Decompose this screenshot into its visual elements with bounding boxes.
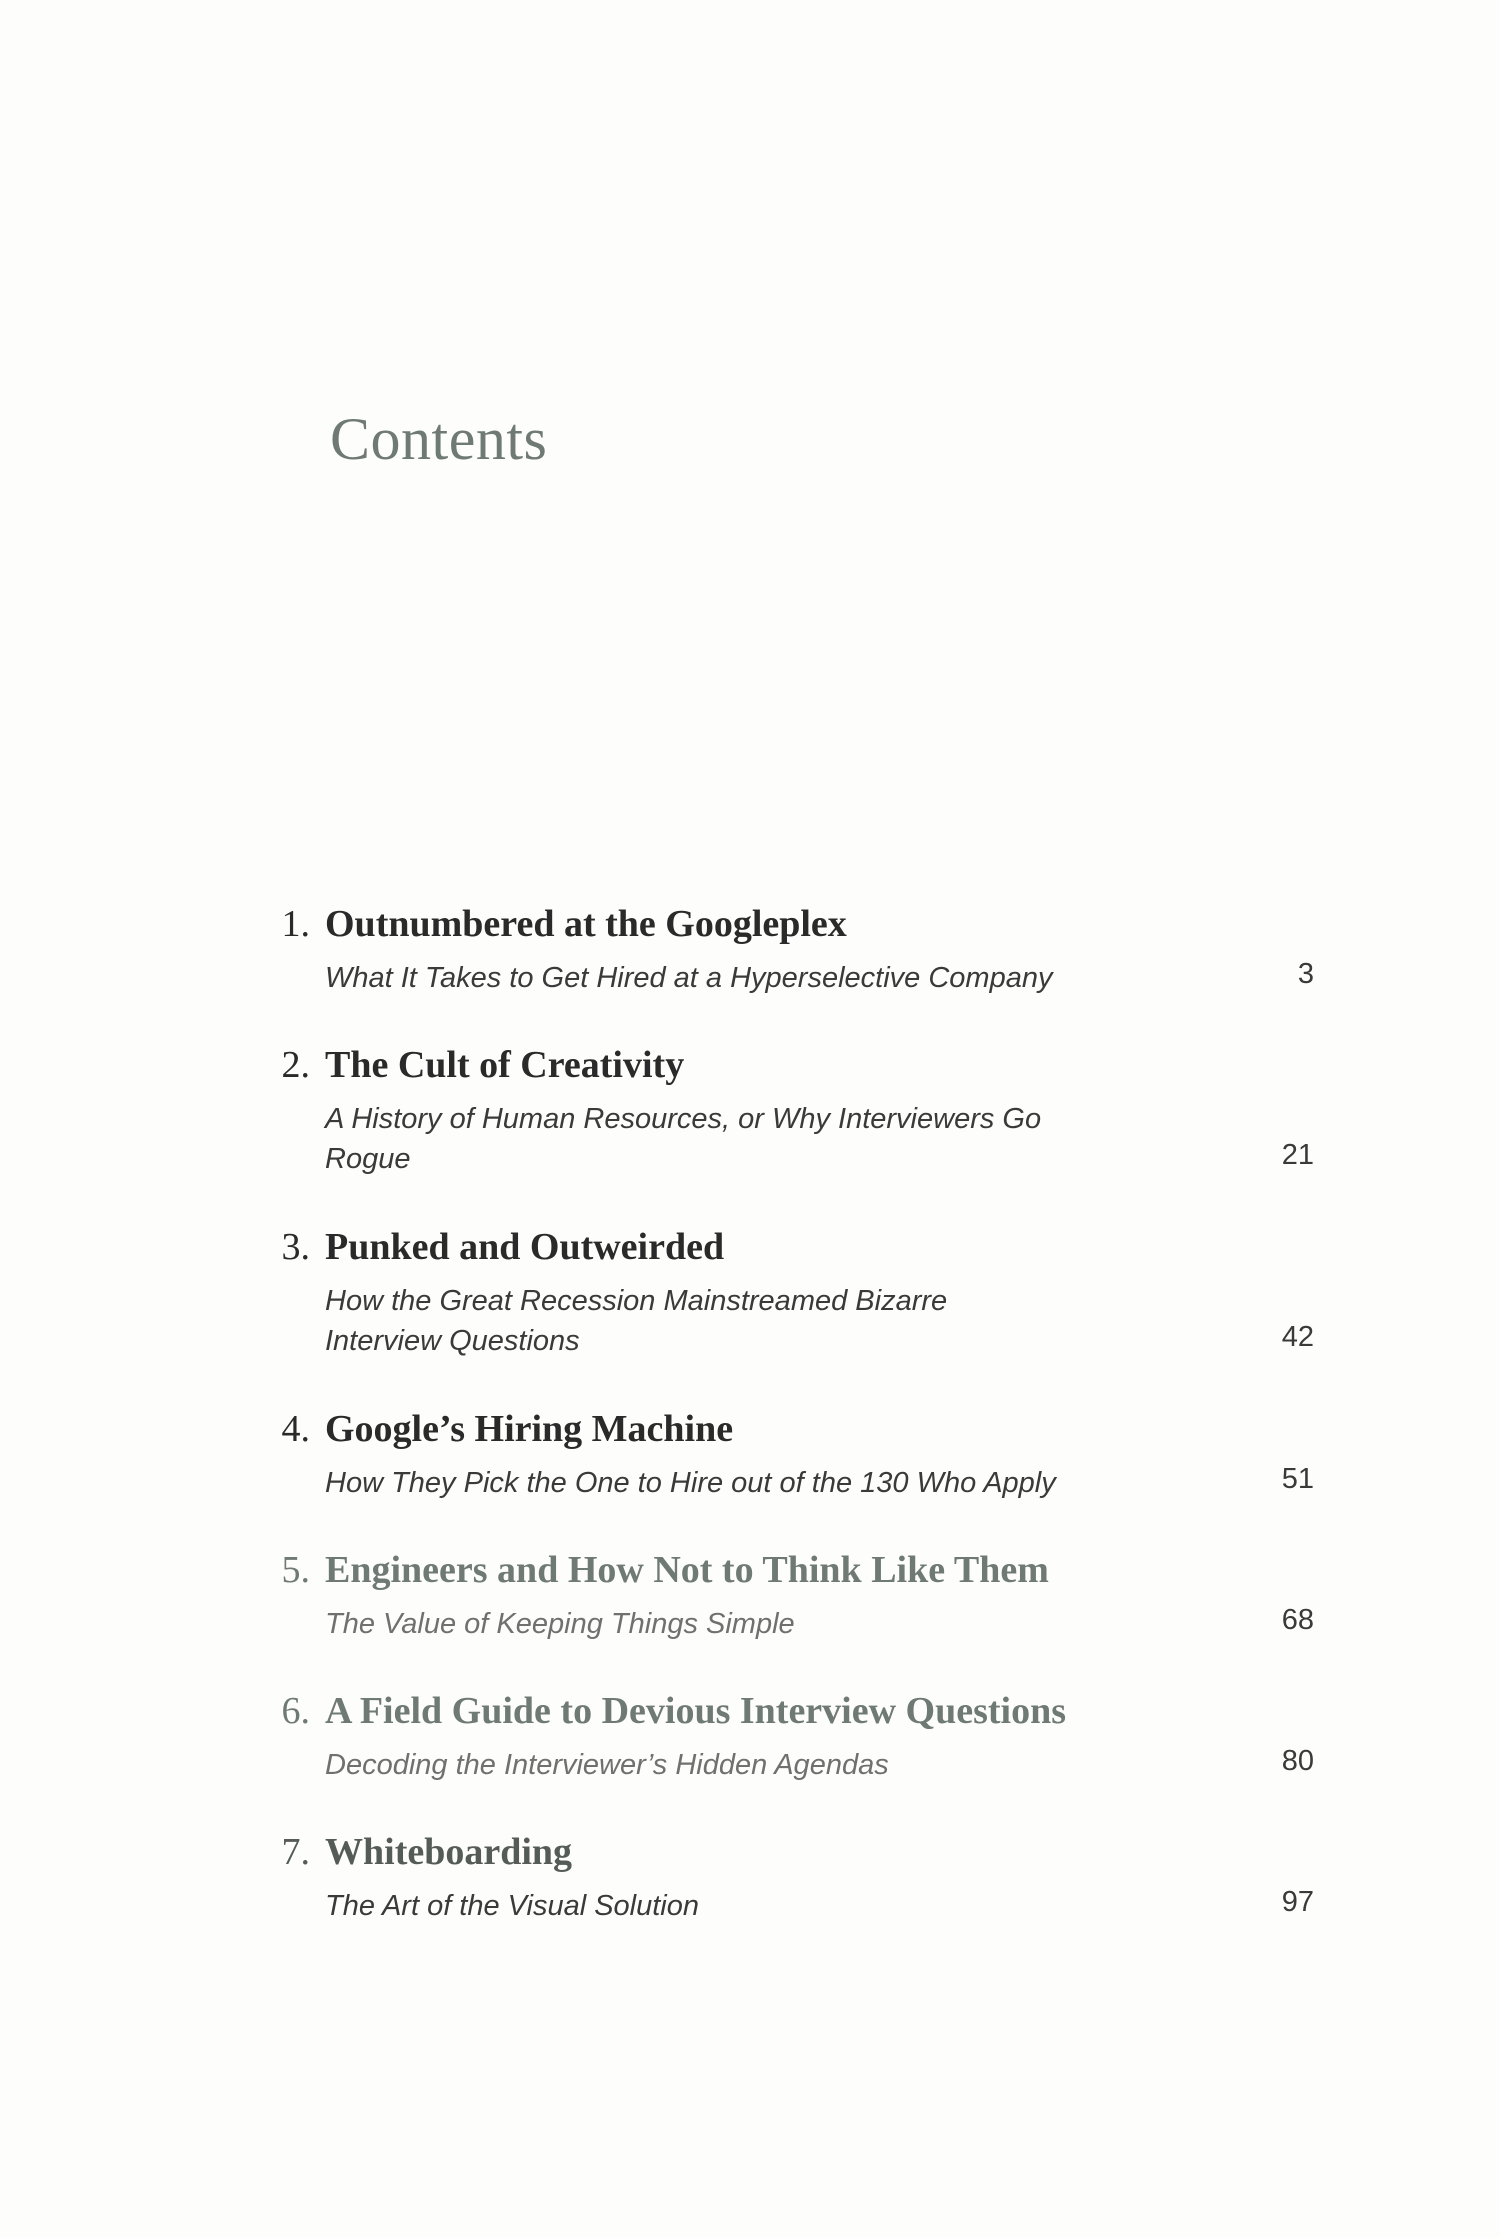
page-number: 3 bbox=[1297, 958, 1314, 990]
page-number: 51 bbox=[1281, 1463, 1314, 1495]
chapter-subtitle: Decoding the Interviewer’s Hidden Agendas bbox=[325, 1749, 889, 1781]
page-number: 80 bbox=[1281, 1745, 1314, 1777]
chapter-subtitle: The Value of Keeping Things Simple bbox=[325, 1608, 795, 1640]
chapter-subtitle: How the Great Recession Mainstreamed Bizarre Interview Questions bbox=[325, 1285, 948, 1357]
chapter-number: 1. bbox=[281, 903, 310, 945]
chapter-number: 4. bbox=[281, 1408, 310, 1450]
chapter-number: 5. bbox=[281, 1549, 310, 1591]
chapter-number: 6. bbox=[281, 1690, 310, 1732]
page-number: 68 bbox=[1281, 1604, 1314, 1636]
chapter-title: Whiteboarding bbox=[325, 1831, 573, 1873]
chapter-title: Outnumbered at the Googleplex bbox=[325, 903, 847, 945]
chapter-title: The Cult of Creativity bbox=[325, 1044, 685, 1086]
chapter-title: A Field Guide to Devious Interview Questions bbox=[325, 1690, 1067, 1732]
chapter-subtitle: A History of Human Resources, or Why Interviewers Go Rogue bbox=[325, 1103, 1042, 1175]
chapter-title: Engineers and How Not to Think Like Them bbox=[325, 1549, 1049, 1591]
chapter-title: Punked and Outweirded bbox=[325, 1226, 725, 1268]
chapter-subtitle: What It Takes to Get Hired at a Hyperselective Company bbox=[325, 962, 1053, 994]
chapter-number: 3. bbox=[281, 1226, 310, 1268]
chapter-subtitle: How They Pick the One to Hire out of the 130 Who Apply bbox=[325, 1467, 1056, 1499]
chapter-number: 2. bbox=[281, 1044, 310, 1086]
page-number: 21 bbox=[1281, 1139, 1314, 1171]
page-number: 42 bbox=[1281, 1321, 1314, 1353]
chapter-title: Google’s Hiring Machine bbox=[325, 1408, 734, 1450]
chapter-subtitle: The Art of the Visual Solution bbox=[325, 1890, 699, 1922]
chapter-number: 7. bbox=[281, 1831, 310, 1873]
page-number: 97 bbox=[1281, 1886, 1314, 1918]
page-title: Contents bbox=[330, 406, 548, 472]
